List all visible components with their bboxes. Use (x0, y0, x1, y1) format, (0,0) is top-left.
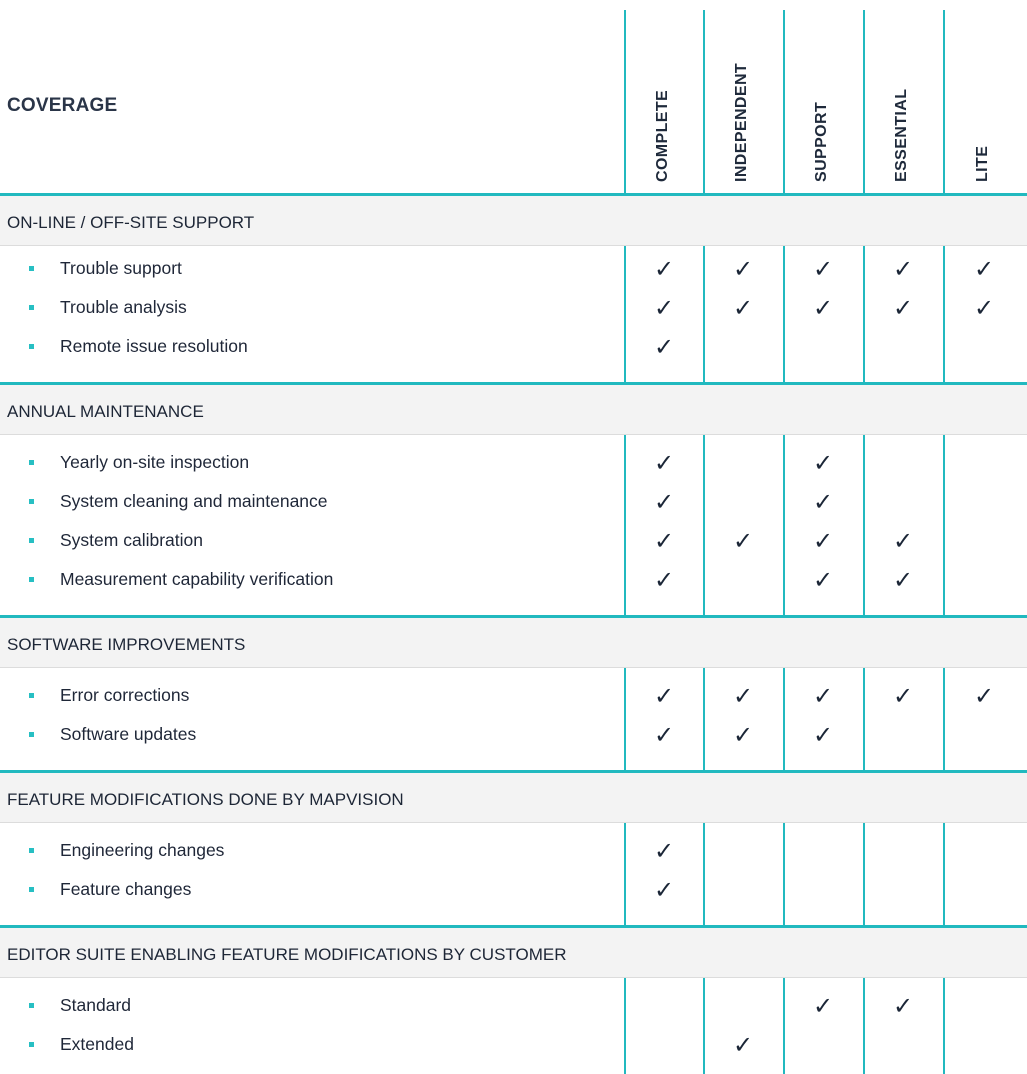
check-icon: ✓ (732, 527, 754, 555)
check-icon: ✓ (653, 488, 675, 516)
check-icon: ✓ (812, 488, 834, 516)
column-divider (943, 10, 945, 1074)
section-divider (0, 193, 1027, 196)
list-item (0, 297, 620, 317)
check-icon: ✓ (812, 566, 834, 594)
check-icon: ✓ (653, 333, 675, 361)
column-header-complete: COMPLETE (654, 89, 671, 182)
column-header-support: SUPPORT (813, 101, 830, 182)
check-icon: ✓ (653, 682, 675, 710)
list-item-label: Engineering changes (60, 840, 225, 860)
check-icon: ✓ (653, 294, 675, 322)
section-header-divider (0, 667, 1027, 668)
list-item-label: System calibration (60, 530, 203, 550)
list-item (0, 685, 620, 705)
check-icon: ✓ (653, 876, 675, 904)
check-icon: ✓ (812, 449, 834, 477)
check-icon: ✓ (653, 721, 675, 749)
list-item-label: Error corrections (60, 685, 190, 705)
bullet-icon (29, 1042, 34, 1047)
list-item (0, 724, 620, 744)
check-icon: ✓ (812, 255, 834, 283)
list-item (0, 879, 620, 899)
list-item (0, 336, 620, 356)
section-title: FEATURE MODIFICATIONS DONE BY MAPVISION (7, 790, 404, 809)
coverage-title: COVERAGE (7, 95, 118, 116)
list-item-label: Extended (60, 1034, 134, 1054)
list-item (0, 1034, 620, 1054)
section-title: SOFTWARE IMPROVEMENTS (7, 635, 246, 654)
section-divider (0, 382, 1027, 385)
check-icon: ✓ (732, 1031, 754, 1059)
section-header-divider (0, 822, 1027, 823)
list-item-label: Software updates (60, 724, 197, 744)
check-icon: ✓ (973, 294, 995, 322)
column-header-independent: INDEPENDENT (733, 62, 750, 182)
column-divider (624, 10, 626, 1074)
section-divider (0, 615, 1027, 618)
check-icon: ✓ (732, 294, 754, 322)
section-title: ON-LINE / OFF-SITE SUPPORT (7, 213, 255, 232)
bullet-icon (29, 848, 34, 853)
bullet-icon (29, 577, 34, 582)
column-divider (863, 10, 865, 1074)
list-item-label: System cleaning and maintenance (60, 491, 328, 511)
column-header-essential: ESSENTIAL (893, 88, 910, 182)
list-item (0, 530, 620, 550)
check-icon: ✓ (812, 294, 834, 322)
check-icon: ✓ (892, 294, 914, 322)
bullet-icon (29, 266, 34, 271)
check-icon: ✓ (653, 255, 675, 283)
check-icon: ✓ (892, 527, 914, 555)
section-header-divider (0, 434, 1027, 435)
check-icon: ✓ (732, 682, 754, 710)
check-icon: ✓ (892, 566, 914, 594)
check-icon: ✓ (653, 449, 675, 477)
bullet-icon (29, 460, 34, 465)
list-item (0, 491, 620, 511)
list-item (0, 258, 620, 278)
check-icon: ✓ (973, 255, 995, 283)
check-icon: ✓ (812, 527, 834, 555)
bullet-icon (29, 499, 34, 504)
section-header-divider (0, 245, 1027, 246)
check-icon: ✓ (892, 992, 914, 1020)
bullet-icon (29, 305, 34, 310)
list-item-label: Standard (60, 995, 132, 1015)
bullet-icon (29, 344, 34, 349)
check-icon: ✓ (653, 566, 675, 594)
bullet-icon (29, 538, 34, 543)
section-title: EDITOR SUITE ENABLING FEATURE MODIFICATIONS BY CUSTOMER (7, 945, 567, 964)
column-header-lite: LITE (974, 145, 991, 182)
check-icon: ✓ (812, 992, 834, 1020)
bullet-icon (29, 887, 34, 892)
bullet-icon (29, 1003, 34, 1008)
check-icon: ✓ (653, 837, 675, 865)
list-item (0, 995, 620, 1015)
section-divider (0, 925, 1027, 928)
list-item-label: Remote issue resolution (60, 336, 248, 356)
list-item (0, 840, 620, 860)
column-divider (703, 10, 705, 1074)
check-icon: ✓ (973, 682, 995, 710)
check-icon: ✓ (892, 682, 914, 710)
list-item-label: Trouble analysis (60, 297, 187, 317)
list-item (0, 452, 620, 472)
list-item (0, 569, 620, 589)
list-item-label: Yearly on-site inspection (60, 452, 250, 472)
check-icon: ✓ (892, 255, 914, 283)
list-item-label: Measurement capability verification (60, 569, 334, 589)
check-icon: ✓ (732, 255, 754, 283)
section-title: ANNUAL MAINTENANCE (7, 402, 204, 421)
check-icon: ✓ (732, 721, 754, 749)
column-divider (783, 10, 785, 1074)
check-icon: ✓ (812, 721, 834, 749)
check-icon: ✓ (653, 527, 675, 555)
check-icon: ✓ (812, 682, 834, 710)
section-divider (0, 770, 1027, 773)
bullet-icon (29, 732, 34, 737)
section-header-divider (0, 977, 1027, 978)
list-item-label: Feature changes (60, 879, 192, 899)
list-item-label: Trouble support (60, 258, 182, 278)
bullet-icon (29, 693, 34, 698)
